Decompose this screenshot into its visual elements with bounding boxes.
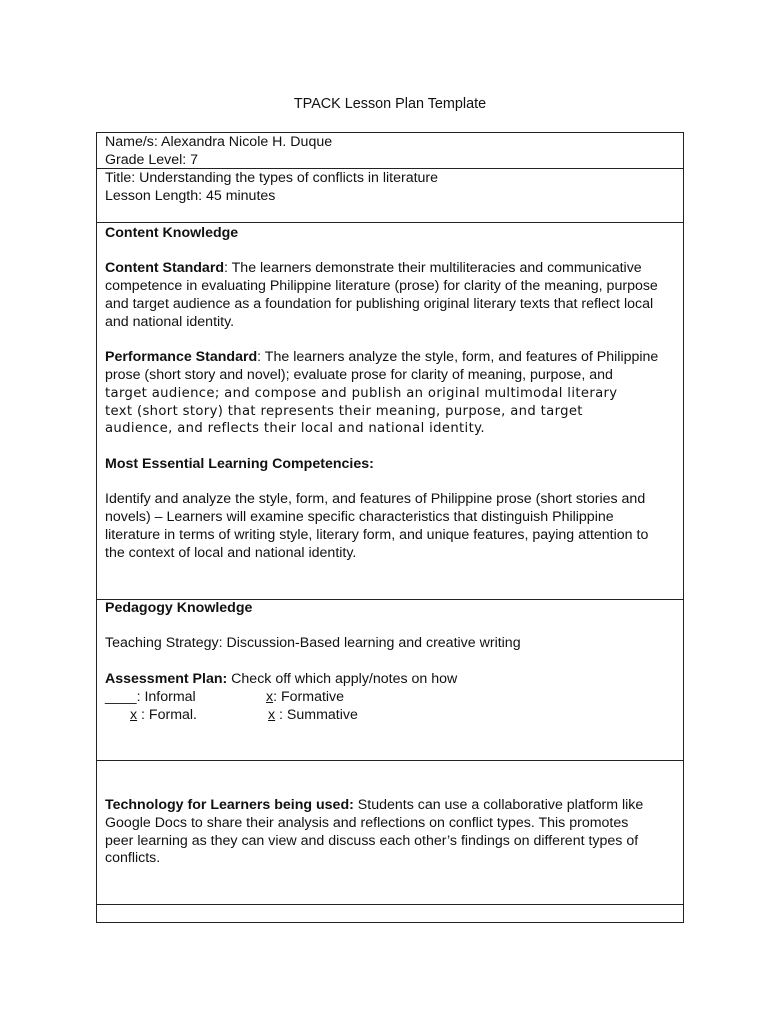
competencies-line-4: the context of local and national identity. bbox=[105, 544, 357, 561]
content-standard-line-4: and national identity. bbox=[105, 313, 235, 330]
performance-standard-line-5: audience, and reflects their local and national identity. bbox=[105, 421, 485, 437]
lesson-length-text: Lesson Length: 45 minutes bbox=[105, 187, 276, 204]
assessment-row-2 bbox=[105, 707, 683, 725]
names-grade-cell bbox=[97, 133, 683, 169]
lesson-title-text: Title: Understanding the types of conflicts in literature bbox=[105, 170, 439, 186]
document-title: TPACK Lesson Plan Template bbox=[293, 96, 487, 112]
content-standard-line-1: Content Standard: The learners demonstrate their multiliteracies and communicative bbox=[105, 260, 642, 277]
competencies-heading: Most Essential Learning Competencies: bbox=[105, 455, 374, 472]
summative-label: : Summative bbox=[275, 706, 358, 723]
formal-label: : Formal. bbox=[137, 706, 198, 723]
assessment-plan-line: Assessment Plan: Check off which apply/notes on how bbox=[105, 670, 458, 687]
formative-label: : Formative bbox=[273, 688, 345, 705]
performance-standard-line-2: prose (short story and novel); evaluate prose for clarity of meaning, purpose, and bbox=[105, 366, 613, 383]
title-length-cell bbox=[97, 169, 683, 223]
teaching-strategy-text: Teaching Strategy: Discussion-Based learning and creative writing bbox=[105, 635, 521, 652]
performance-standard-label: Performance Standard bbox=[105, 349, 258, 366]
summative-mark: x bbox=[268, 706, 276, 723]
technology-line-4: conflicts. bbox=[105, 850, 161, 867]
lesson-plan-table bbox=[96, 132, 684, 923]
assessment-row-1 bbox=[105, 689, 683, 707]
content-standard-line-2: competence in evaluating Philippine literature (prose) for clarity of the meaning, purpose bbox=[105, 278, 658, 295]
informal-option[interactable] bbox=[105, 689, 196, 707]
performance-standard-line-1: Performance Standard: The learners analyze the style, form, and features of Philippine bbox=[105, 349, 659, 366]
technology-line-3: peer learning as they can view and discuss each other’s findings on different types of bbox=[105, 832, 639, 849]
informal-blank: ____ bbox=[105, 688, 137, 705]
technology-line-2: Google Docs to share their analysis and reflections on conflict types. This promotes bbox=[105, 814, 629, 831]
formal-option[interactable] bbox=[130, 707, 197, 725]
competencies-line-2: novels) – Learners will examine specific characteristics that distinguish Philippine bbox=[105, 508, 614, 525]
competencies-line-3: literature in terms of writing style, literary form, and unique features, paying attention to bbox=[105, 526, 649, 543]
technology-label: Technology for Learners being used: bbox=[105, 797, 354, 813]
formative-option[interactable] bbox=[266, 689, 344, 707]
content-knowledge-heading: Content Knowledge bbox=[105, 225, 239, 241]
summative-option[interactable] bbox=[268, 707, 358, 725]
content-standard-label: Content Standard bbox=[105, 260, 225, 277]
pedagogy-heading: Pedagogy Knowledge bbox=[105, 600, 253, 616]
pedagogy-knowledge-cell bbox=[97, 600, 683, 761]
content-knowledge-cell bbox=[97, 223, 683, 600]
technology-cell bbox=[97, 761, 683, 905]
competencies-line-1: Identify and analyze the style, form, and features of Philippine prose (short stories and bbox=[105, 491, 646, 508]
performance-standard-line-3: target audience; and compose and publish an original multimodal literary bbox=[105, 385, 618, 401]
empty-row bbox=[97, 905, 683, 922]
informal-label: : Informal bbox=[136, 688, 196, 705]
assessment-plan-label: Assessment Plan: bbox=[105, 670, 228, 687]
formal-mark: x bbox=[130, 706, 138, 723]
technology-line-1: Technology for Learners being used: Students can use a collaborative platform like bbox=[105, 797, 644, 813]
performance-standard-line-4: text (short story) that represents their meaning, purpose, and target bbox=[105, 403, 583, 419]
grade-level-text: Grade Level: 7 bbox=[105, 151, 199, 168]
content-standard-line-3: and target audience as a foundation for publishing original literary texts that reflect local bbox=[105, 295, 654, 312]
names-text: Name/s: Alexandra Nicole H. Duque bbox=[105, 134, 333, 150]
formative-mark: x bbox=[266, 688, 274, 705]
